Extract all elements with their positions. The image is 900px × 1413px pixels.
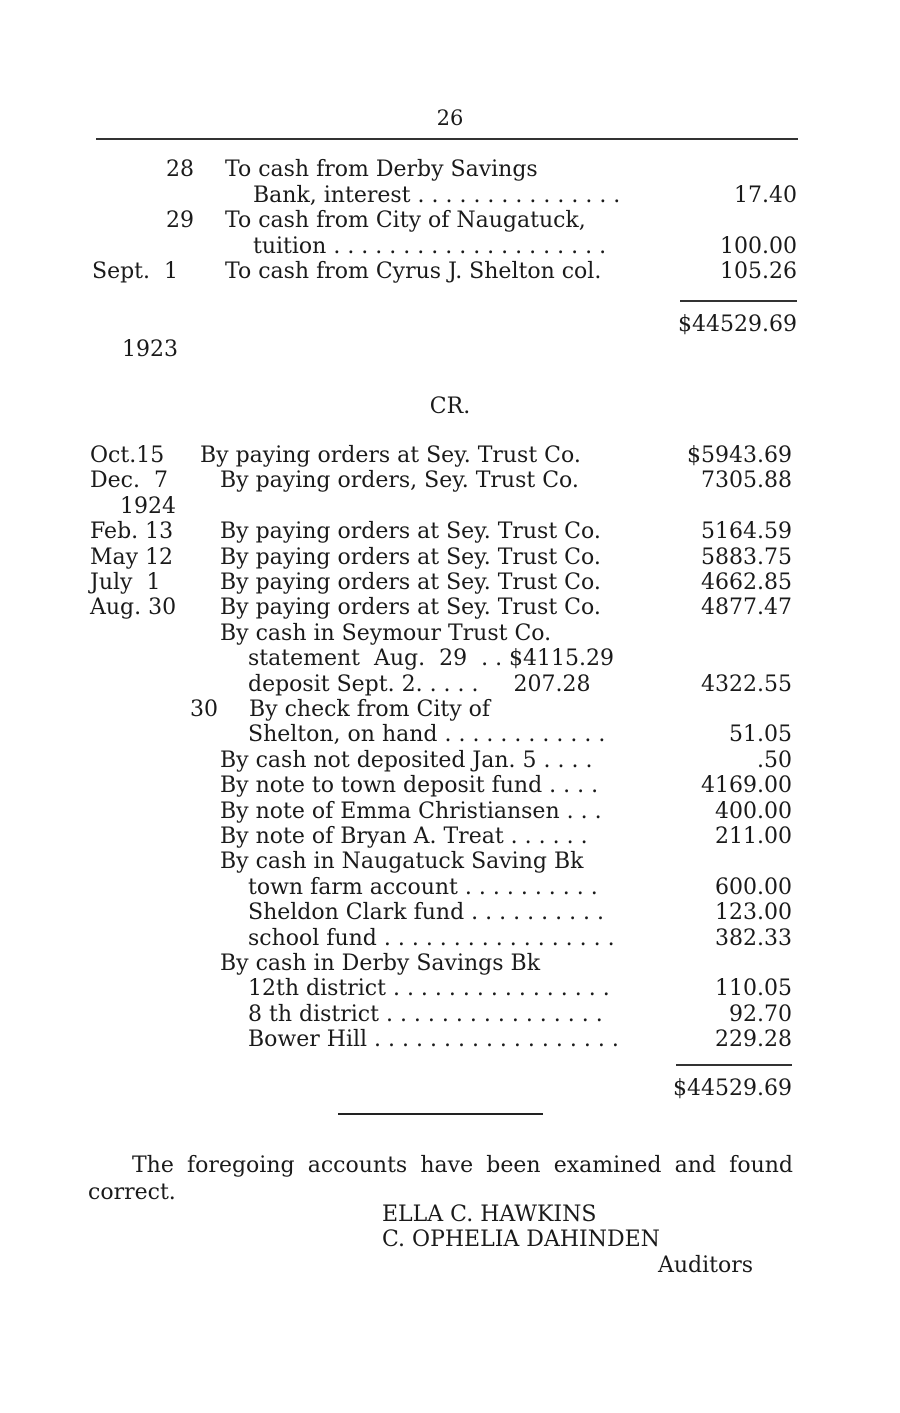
credit-description: statement Aug. 29 . . $4115.29 bbox=[248, 646, 615, 672]
credit-amount: $5943.69 bbox=[687, 443, 792, 468]
credit-description: By note to town deposit fund . . . . bbox=[220, 773, 599, 799]
credit-description: Shelton, on hand . . . . . . . . . . . . bbox=[248, 722, 606, 748]
debit-amount: 17.40 bbox=[734, 183, 797, 208]
credit-description: 8 th district . . . . . . . . . . . . . . . . bbox=[248, 1001, 603, 1027]
credit-date: May 12 bbox=[90, 544, 174, 570]
header-rule bbox=[96, 138, 798, 140]
credit-description: Sheldon Clark fund . . . . . . . . . . bbox=[248, 900, 605, 926]
signer-title: Auditors bbox=[658, 1253, 754, 1278]
credit-amount: 7305.88 bbox=[701, 468, 792, 494]
credit-amount: 229.28 bbox=[715, 1027, 792, 1053]
signer-name: C. OPHELIA DAHINDEN bbox=[382, 1227, 660, 1252]
year-label: 1924 bbox=[120, 493, 176, 519]
credit-description: school fund . . . . . . . . . . . . . . . . . bbox=[248, 925, 615, 951]
credit-description: By paying orders at Sey. Trust Co. bbox=[220, 544, 601, 570]
credit-description: By cash in Derby Savings Bk bbox=[220, 951, 541, 976]
signer-name: ELLA C. HAWKINS bbox=[382, 1202, 597, 1227]
credit-amount: 600.00 bbox=[715, 874, 792, 900]
credit-description: By paying orders at Sey. Trust Co. bbox=[220, 570, 601, 595]
credit-date: Aug. 30 bbox=[90, 595, 177, 621]
debit-date: 29 bbox=[166, 208, 194, 233]
credit-amount: 92.70 bbox=[729, 1001, 792, 1027]
credit-amount: 4322.55 bbox=[701, 671, 792, 697]
credit-amount: 4662.85 bbox=[701, 570, 792, 595]
credit-description: By note of Bryan A. Treat . . . . . . bbox=[220, 824, 588, 849]
credit-date: 30 bbox=[190, 697, 218, 722]
debit-total: $44529.69 bbox=[678, 312, 797, 337]
credit-description: By paying orders, Sey. Trust Co. bbox=[220, 468, 579, 494]
credit-description: By paying orders at Sey. Trust Co. bbox=[200, 443, 581, 468]
credit-description: By cash not deposited Jan. 5 . . . . bbox=[220, 747, 593, 773]
cr-heading: CR. bbox=[429, 394, 471, 419]
debit-description: Bank, interest . . . . . . . . . . . . . . . bbox=[253, 183, 621, 208]
credit-date: July 1 bbox=[90, 570, 161, 595]
credit-amount: 5164.59 bbox=[701, 519, 792, 545]
credit-description: By paying orders at Sey. Trust Co. bbox=[220, 519, 601, 545]
audit-statement-text: The foregoing accounts have been examined and found correct. bbox=[88, 1153, 793, 1205]
credit-amount: 110.05 bbox=[715, 976, 792, 1002]
credit-amount: 211.00 bbox=[715, 824, 792, 849]
debit-description: To cash from Cyrus J. Shelton col. bbox=[225, 259, 602, 284]
credit-description: 12th district . . . . . . . . . . . . . . . . bbox=[248, 976, 610, 1002]
credit-total-rule bbox=[676, 1064, 792, 1066]
credit-total: $44529.69 bbox=[673, 1076, 792, 1101]
credit-description: By check from City of bbox=[249, 697, 491, 722]
credit-date: Feb. 13 bbox=[90, 519, 174, 545]
credit-date: Dec. 7 bbox=[90, 468, 168, 494]
page-number: 26 bbox=[436, 106, 464, 130]
credit-amount: 4169.00 bbox=[701, 773, 792, 799]
debit-amount: 105.26 bbox=[720, 259, 797, 284]
credit-amount: 382.33 bbox=[715, 925, 792, 951]
section-divider bbox=[338, 1113, 543, 1115]
debit-description: To cash from Derby Savings bbox=[225, 157, 538, 182]
credit-amount: 51.05 bbox=[729, 722, 792, 748]
year-label: 1923 bbox=[122, 337, 178, 362]
audit-statement bbox=[88, 1152, 793, 1206]
credit-description: By paying orders at Sey. Trust Co. bbox=[220, 595, 601, 621]
credit-description: Bower Hill . . . . . . . . . . . . . . . . . . bbox=[248, 1027, 619, 1053]
debit-total-rule bbox=[680, 300, 797, 302]
credit-amount: 4877.47 bbox=[701, 595, 792, 621]
credit-description: town farm account . . . . . . . . . . bbox=[248, 874, 598, 900]
credit-amount: 400.00 bbox=[715, 798, 792, 824]
debit-description: tuition . . . . . . . . . . . . . . . . . . . . bbox=[253, 234, 607, 259]
credit-amount: .50 bbox=[757, 747, 792, 773]
credit-date: Oct.15 bbox=[90, 443, 165, 468]
credit-description: deposit Sept. 2. . . . . 207.28 bbox=[248, 671, 591, 697]
debit-amount: 100.00 bbox=[720, 234, 797, 259]
credit-description: By cash in Seymour Trust Co. bbox=[220, 620, 552, 646]
credit-description: By note of Emma Christiansen . . . bbox=[220, 798, 602, 824]
credit-description: By cash in Naugatuck Saving Bk bbox=[220, 849, 584, 875]
debit-date: 28 bbox=[166, 157, 194, 182]
credit-amount: 123.00 bbox=[715, 900, 792, 926]
credit-amount: 5883.75 bbox=[701, 544, 792, 570]
debit-description: To cash from City of Naugatuck, bbox=[225, 208, 586, 233]
debit-date: Sept. 1 bbox=[92, 259, 178, 284]
